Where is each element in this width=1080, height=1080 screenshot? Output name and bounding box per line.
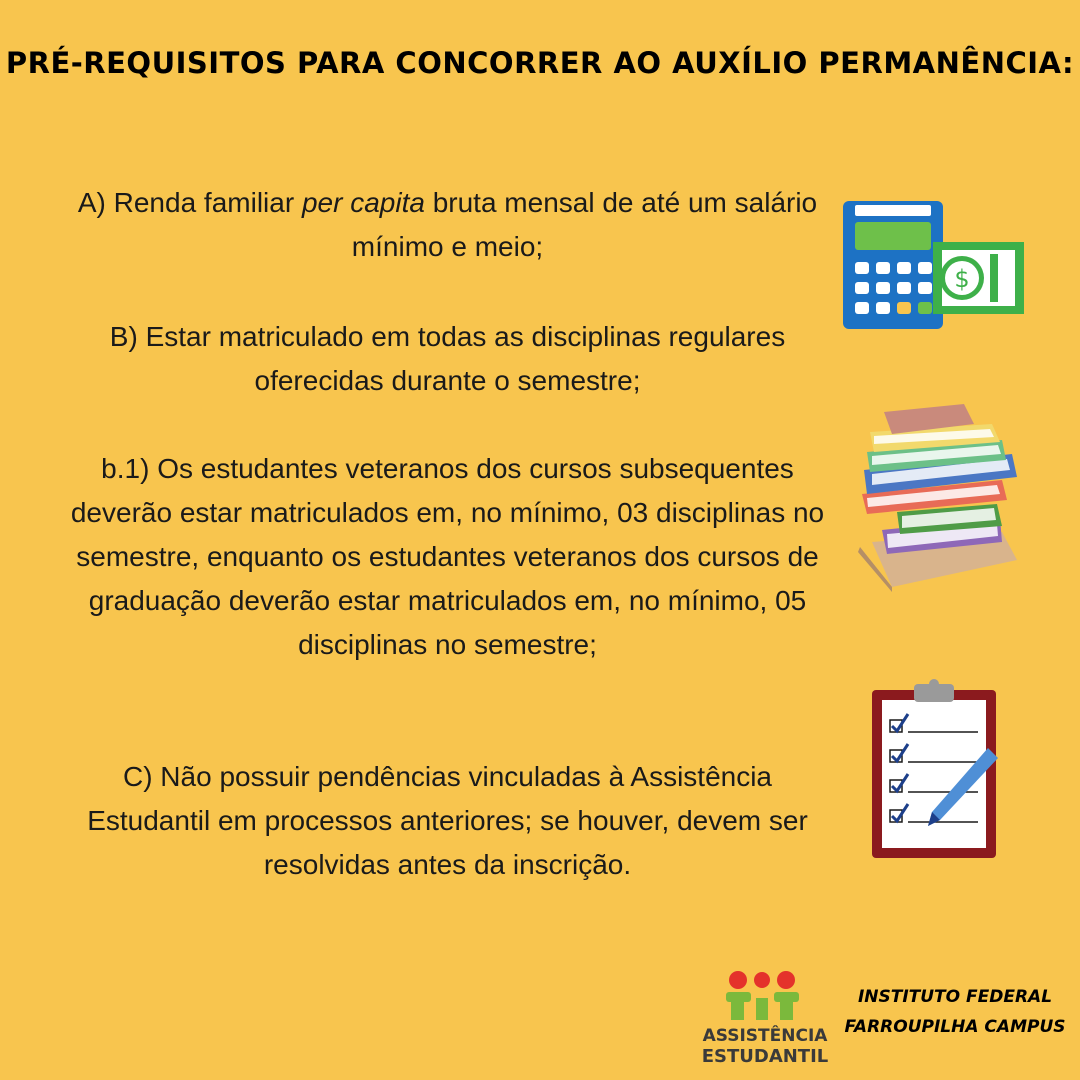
requirement-a — [60, 181, 835, 269]
assistencia-estudantil-logo — [700, 968, 830, 1073]
logo-line-2: ESTUDANTIL — [701, 1046, 829, 1067]
institution-name — [840, 982, 1070, 1042]
requirement-b1: b.1) Os estudantes veteranos dos cursos subsequentes deverão estar matriculados em, no mínimo, 03 disciplinas no semestre, enquanto os estudantes veteranos dos cursos de graduação deverão estar matriculados em, no mínimo, 05 disciplinas no semestre; — [70, 453, 825, 660]
requirement-a-suffix: bruta mensal de até um salário mínimo e meio; — [351, 187, 818, 262]
books-stack-icon — [852, 402, 1024, 594]
dollar-symbol: $ — [954, 265, 970, 293]
logo-figures-icon — [700, 968, 830, 1026]
page-title: PRÉ-REQUISITOS PARA CONCORRER AO AUXÍLIO PERMANÊNCIA: — [5, 46, 1075, 80]
calculator-money-icon — [840, 198, 1030, 333]
requirement-a-emphasis: per capita — [301, 187, 425, 218]
logo-line-1: ASSISTÊNCIA — [702, 1026, 828, 1046]
institution-line-2: FARROUPILHA CAMPUS — [844, 1017, 1066, 1037]
requirement-a-prefix: A) Renda familiar — [77, 187, 302, 218]
checklist-clipboard-icon — [868, 676, 1006, 862]
institution-line-1: INSTITUTO FEDERAL — [857, 987, 1053, 1007]
requirement-c: C) Não possuir pendências vinculadas à Assistência Estudantil em processos anteriores; se houver, devem ser resolvidas antes da inscrição. — [87, 761, 808, 880]
requirement-b: B) Estar matriculado em todas as disciplinas regulares oferecidas durante o semestre; — [109, 321, 786, 396]
